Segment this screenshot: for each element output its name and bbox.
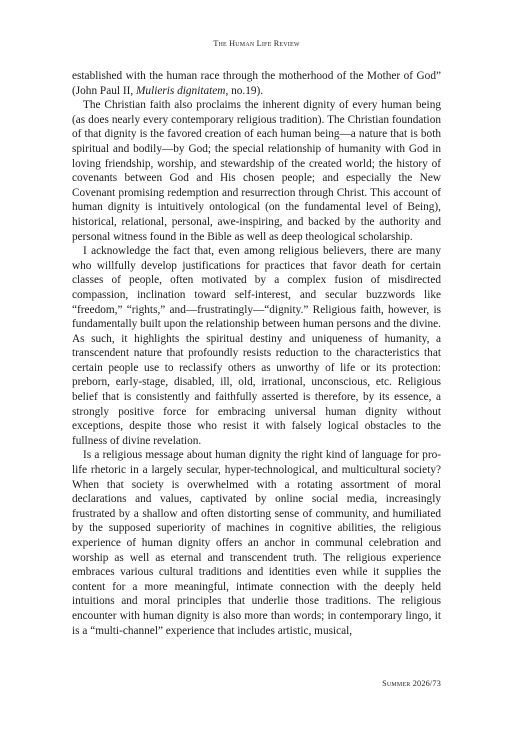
- page-folio: Summer 2026/73: [382, 679, 441, 688]
- paragraph-religious-message: Is a religious message about human dignity the right kind of language for pro-life rhetoric in a largely secular, hyper-technological, and multicultural society? When that society is overwhelmed with a rotating assortment of moral declarations and values, captivated by online social media, increasingly frustrated by a shallow and often distorting sense of community, and humiliated by the supposed superiority of machines in cognitive abilities, the religious experience of human dignity offers an anchor in communal celebration and worship as well as eternal and transcendent truth. The religious experience embraces various cultural traditions and identities even while it supplies the content for a more meaningful, intimate connection with the deeply held intuitions and moral principles that underlie those traditions. The religious encounter with human dignity is also more than words; in contemporary lingo, it is a “multi-channel” experience that includes artistic, musical,: [72, 449, 441, 637]
- paragraph-christian-faith: The Christian faith also proclaims the inherent dignity of every human being (as does nearly every contemporary religious tradition). The Christian foundation of that dignity is the favored creation of each human being—a nature that is both spiritual and bodily—by God; the special relationship of humanity with God in loving friendship, worship, and stewardship of the created world; the history of covenants between God and His chosen people; and especially the New Covenant promising redemption and resurrection through Christ. This account of human dignity is intuitively ontological (on the fundamental level of Being), historical, relational, personal, awe-inspiring, and backed by the authority and personal witness found in the Bible as well as deep theological scholarship.: [72, 99, 441, 243]
- paragraph-continued: [72, 69, 441, 98]
- paragraph-1-citation-end: , no.19).: [225, 84, 264, 97]
- paragraph-1-text: established with the human race through the motherhood of the Mother of God” (John Paul II,: [72, 70, 441, 97]
- article-body: [72, 69, 441, 638]
- cited-work-title: Mulieris dignitatem: [136, 84, 226, 97]
- paragraph-religious-believers: I acknowledge the fact that, even among religious believers, there are many who willfully develop justifications for practices that favor death for certain classes of people, often motivated by a complex fusion of misdirected compassion, inclination toward self-interest, and secular buzzwords like “freedom,” “rights,” and—frustratingly—“dignity.” Religious faith, however, is fundamentally built upon the relationship between human persons and the divine. As such, it highlights the spiritual destiny and uniqueness of humanity, a transcendent nature that profoundly resists reduction to the characteristics that certain people use to reclassify others as unworthy of life or its protection: preborn, early-stage, disabled, ill, old, irrational, unconscious, etc. Religious belief that is consistently and faithfully asserted is therefore, by its essence, a strongly positive force for embracing universal human dignity without exceptions, despite those who resist it with falsely logical obstacles to the fullness of divine revelation.: [72, 245, 441, 447]
- running-head: The Human Life Review: [213, 39, 300, 48]
